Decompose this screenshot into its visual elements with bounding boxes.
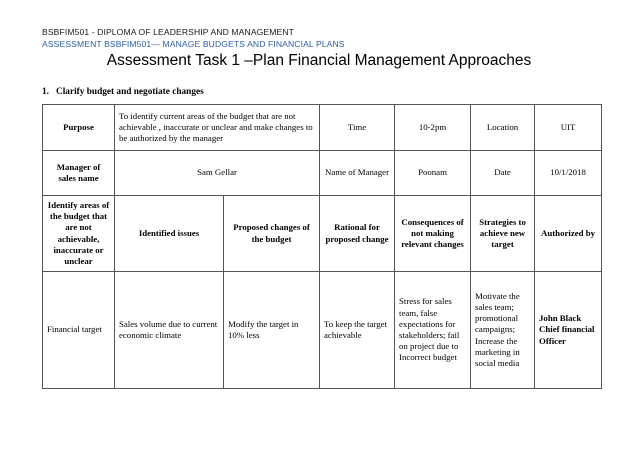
changes-cell: Modify the target in 10% less [224, 272, 320, 389]
issues-cell: Sales volume due to current economic climate [115, 272, 224, 389]
authorized-cell: John Black Chief financial Officer [535, 272, 602, 389]
column-header: Strategies to achieve new target [471, 196, 535, 272]
time-label: Time [320, 105, 395, 151]
section-heading [42, 87, 204, 97]
column-header: Consequences of not making relevant changes [395, 196, 471, 272]
header-course-line: BSBFIM501 - DIPLOMA OF LEADERSHIP AND MANAGEMENT [42, 27, 295, 37]
purpose-row [43, 105, 602, 151]
column-header: Authorized by [535, 196, 602, 272]
column-header: Identified issues [115, 196, 224, 272]
date-label: Date [471, 151, 535, 196]
area-cell: Financial target [43, 272, 115, 389]
location-value: UIT [535, 105, 602, 151]
location-label: Location [471, 105, 535, 151]
strategies-cell: Motivate the sales team; promotional campaigns; Increase the marketing in social media [471, 272, 535, 389]
section-text: Clarify budget and negotiate changes [56, 87, 204, 97]
name-of-manager-label: Name of Manager [320, 151, 395, 196]
column-header-row [43, 196, 602, 272]
manager-row [43, 151, 602, 196]
section-number: 1. [42, 87, 49, 97]
table-row [43, 272, 602, 389]
column-header: Proposed changes of the budget [224, 196, 320, 272]
consequences-cell: Stress for sales team, false expectations for stakeholders; fail on project due to Incorrect budget [395, 272, 471, 389]
page-title: Assessment Task 1 –Plan Financial Management Approaches [106, 52, 532, 69]
purpose-label: Purpose [43, 105, 115, 151]
purpose-text: To identify current areas of the budget that are not achievable , inaccurate or unclear and make changes to be authorized by the manager [115, 105, 320, 151]
column-header: Rational for proposed change [320, 196, 395, 272]
header-assessment-line: ASSESSMENT BSBFIM501— MANAGE BUDGETS AND FINANCIAL PLANS [42, 39, 345, 49]
name-of-manager-value: Poonam [395, 151, 471, 196]
date-value: 10/1/2018 [535, 151, 602, 196]
time-value: 10-2pm [395, 105, 471, 151]
rational-cell: To keep the target achievable [320, 272, 395, 389]
column-header: Identify areas of the budget that are not achievable, inaccurate or unclear [43, 196, 115, 272]
manager-name: Sam Gellar [115, 151, 320, 196]
budget-table [42, 104, 602, 389]
manager-label: Manager of sales name [43, 151, 115, 196]
